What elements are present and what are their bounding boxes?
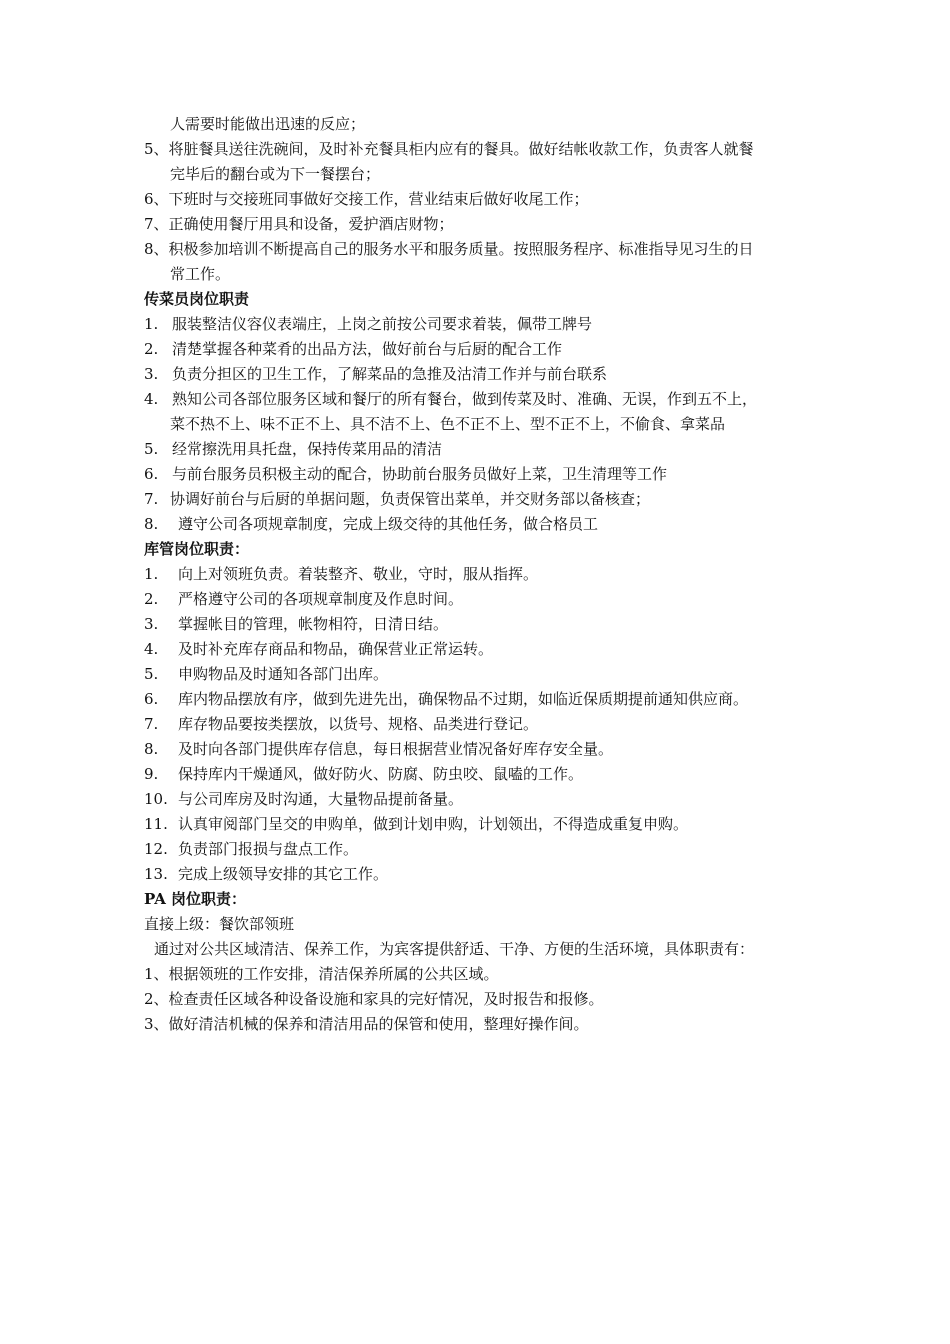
list-number: 5.	[144, 665, 159, 683]
list-number: 3.	[144, 615, 159, 633]
list-text: 经常擦洗用具托盘，保持传菜用品的清洁	[172, 440, 443, 458]
service-duty-4-continued: 人需要时能做出迅速的反应；	[170, 115, 366, 133]
service-duty-6: 6、下班时与交接班同事做好交接工作，营业结束后做好收尾工作；	[144, 190, 589, 208]
list-item	[144, 387, 824, 412]
list-text: 向上对领班负责。着装整齐、敬业，守时，服从指挥。	[178, 565, 539, 583]
list-number: 2.	[144, 340, 159, 358]
pa-duty-1: 1、根据领班的工作安排，清洁保养所属的公共区域。	[144, 965, 499, 983]
store-heading: 库管岗位职责：	[144, 540, 250, 558]
list-item	[144, 737, 824, 762]
list-number: 9.	[144, 765, 159, 783]
list-text: 协调好前台与后厨的单据问题，负责保管出菜单，并交财务部以备核查；	[170, 490, 651, 508]
list-number: 5.	[144, 440, 159, 458]
list-number: 8.	[144, 515, 159, 533]
list-item	[144, 487, 824, 512]
list-text: 完成上级领导安排的其它工作。	[178, 865, 389, 883]
list-item	[144, 687, 824, 712]
list-number: 10.	[144, 790, 168, 808]
list-text: 认真审阅部门呈交的申购单，做到计划申购，计划领出，不得造成重复申购。	[178, 815, 689, 833]
list-item	[144, 712, 824, 737]
list-item	[144, 837, 824, 862]
list-number: 7.	[144, 715, 159, 733]
list-item	[144, 787, 824, 812]
list-item	[144, 862, 824, 887]
list-item	[144, 337, 824, 362]
pa-intro: 通过对公共区域清洁、保养工作，为宾客提供舒适、干净、方便的生活环境，具体职责有：	[154, 940, 755, 958]
list-item	[144, 762, 824, 787]
list-text: 及时向各部门提供库存信息，每日根据营业情况备好库存安全量。	[178, 740, 614, 758]
list-text: 申购物品及时通知各部门出库。	[178, 665, 389, 683]
list-item	[144, 587, 824, 612]
list-text: 负责分担区的卫生工作，了解菜品的急推及沽清工作并与前台联系	[172, 365, 608, 383]
list-number: 1.	[144, 565, 159, 583]
pa-heading: PA 岗位职责：	[144, 890, 247, 908]
list-text: 库存物品要按类摆放，以货号、规格、品类进行登记。	[178, 715, 539, 733]
list-number: 8.	[144, 740, 159, 758]
list-number: 11.	[144, 815, 168, 833]
service-duty-8: 8、积极参加培训不断提高自己的服务水平和服务质量。按照服务程序、标准指导见习生的日	[144, 240, 754, 258]
list-number: 6.	[144, 690, 159, 708]
list-item	[144, 662, 824, 687]
list-number: 4.	[144, 390, 159, 408]
list-text: 清楚掌握各种菜肴的出品方法，做好前台与后厨的配合工作	[172, 340, 563, 358]
list-item	[144, 362, 824, 387]
pa-duty-2: 2、检查责任区域各种设备设施和家具的完好情况，及时报告和报修。	[144, 990, 604, 1008]
list-number: 3.	[144, 365, 159, 383]
list-text: 与前台服务员积极主动的配合，协助前台服务员做好上菜，卫生清理等工作	[172, 465, 668, 483]
list-text: 库内物品摆放有序，做到先进先出，确保物品不过期，如临近保质期提前通知供应商。	[178, 690, 749, 708]
list-item	[144, 812, 824, 837]
list-number: 13.	[144, 865, 168, 883]
service-duty-5: 5、将脏餐具送往洗碗间，及时补充餐具柜内应有的餐具。做好结帐收款工作，负责客人就餐	[144, 140, 754, 158]
pa-duty-3: 3、做好清洁机械的保养和清洁用品的保管和使用，整理好操作间。	[144, 1015, 589, 1033]
list-text: 熟知公司各部位服务区域和餐厅的所有餐台，做到传菜及时、准确、无误，作到五不上，	[172, 390, 758, 408]
list-item	[144, 637, 824, 662]
list-text: 严格遵守公司的各项规章制度及作息时间。	[178, 590, 464, 608]
list-item	[144, 312, 824, 337]
list-item	[144, 437, 824, 462]
list-text: 及时补充库存商品和物品，确保营业正常运转。	[178, 640, 494, 658]
list-text: 保持库内干燥通风，做好防火、防腐、防虫咬、鼠嗑的工作。	[178, 765, 584, 783]
runner-heading: 传菜员岗位职责	[144, 290, 250, 308]
list-number: 1.	[144, 315, 159, 333]
service-duty-5-continued: 完毕后的翻台或为下一餐摆台；	[170, 165, 381, 183]
list-text: 掌握帐目的管理，帐物相符，日清日结。	[178, 615, 449, 633]
list-item	[144, 512, 824, 537]
service-duty-8-continued: 常工作。	[170, 265, 231, 283]
list-number: 2.	[144, 590, 159, 608]
list-text: 服装整洁仪容仪表端庄，上岗之前按公司要求着装，佩带工牌号	[172, 315, 593, 333]
list-number: 6.	[144, 465, 159, 483]
list-number: 7.	[144, 490, 159, 508]
list-text: 负责部门报损与盘点工作。	[178, 840, 359, 858]
list-text: 与公司库房及时沟通，大量物品提前备量。	[178, 790, 464, 808]
service-duty-7: 7、正确使用餐厅用具和设备，爱护酒店财物；	[144, 215, 454, 233]
list-number: 4.	[144, 640, 159, 658]
pa-superior: 直接上级：餐饮部领班	[144, 915, 295, 933]
list-item	[144, 562, 824, 587]
list-number: 12.	[144, 840, 168, 858]
document-page	[144, 112, 824, 1037]
list-text: 遵守公司各项规章制度，完成上级交待的其他任务，做合格员工	[178, 515, 599, 533]
list-item	[144, 612, 824, 637]
list-item-continued: 菜不热不上、味不正不上、具不洁不上、色不正不上、型不正不上，不偷食、拿菜品	[170, 415, 726, 433]
list-item	[144, 462, 824, 487]
